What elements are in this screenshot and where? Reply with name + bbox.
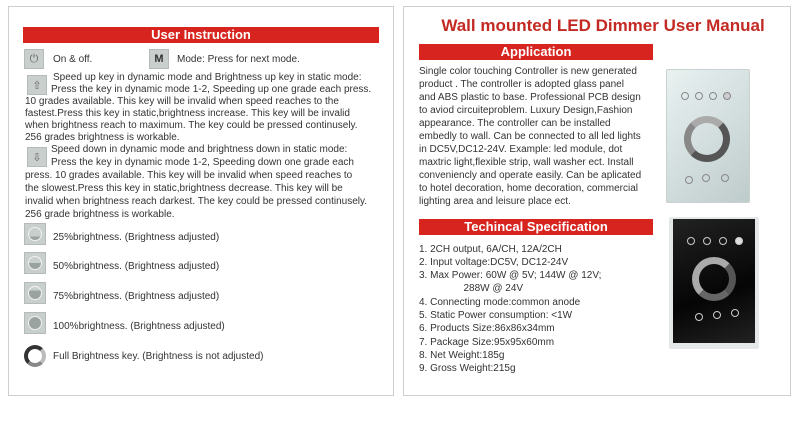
brightness-100-label: 100%brightness. (Brightness adjusted) (53, 321, 225, 332)
right-page (403, 6, 791, 396)
text-line: and ABS plastic to base. Professional PCB design (419, 92, 641, 103)
full-brightness-key-icon (24, 345, 46, 367)
user-instruction-header: User Instruction (23, 27, 379, 43)
text-line: Speed up key in dynamic mode and Brightness up key in static mode: (53, 72, 362, 83)
brightness-25-label: 25%brightness. (Brightness adjusted) (53, 232, 220, 243)
white-dimmer-panel-image (666, 69, 750, 203)
text-line: invalid when brightness reach darkest. The key could be pressed continusely. (25, 196, 368, 207)
brightness-50-label: 50%brightness. (Brightness adjusted) (53, 261, 220, 272)
text-line: 10 grades available. This key will be invalid when speed reaches to the (25, 96, 339, 107)
text-line: conveniencly and operate easily. Can be aplicated (419, 170, 642, 181)
text-line: when brightness reach to maximum. The key could be pressed continusely. (25, 120, 358, 131)
text-line: in DC5V,DC12-24V. Example: led module, dot (419, 144, 623, 155)
text-line: press. 10 grades available. This key will be invalid when speed reaches to (25, 170, 353, 181)
text-line: 256 grades brightness is workable. (25, 132, 180, 143)
on-off-label: On & off. (53, 54, 93, 65)
speed-down-key-icon: ⇩ (27, 147, 47, 167)
brightness-75-label: 75%brightness. (Brightness adjusted) (53, 291, 220, 302)
mode-key-icon: M (149, 49, 169, 69)
speed-up-key-icon: ⇧ (27, 75, 47, 95)
spec-item: 3. Max Power: 60W @ 5V; 144W @ 12V; (419, 270, 602, 281)
black-dimmer-panel-image (669, 217, 759, 349)
brightness-25-key-icon (24, 223, 46, 245)
text-line: lighting area and leisure place ect. (419, 196, 571, 207)
spec-item: 8. Net Weight:185g (419, 350, 505, 361)
text-line: Single color touching Controller is new generated (419, 66, 637, 77)
brightness-75-key-icon (24, 282, 46, 304)
left-page (8, 6, 394, 396)
text-line: fastest.Press this key in static,brightness increase. This key will be invalid (25, 108, 350, 119)
text-line: embedly to wall. Can be connected to all led lights (419, 131, 641, 142)
brightness-50-key-icon (24, 252, 46, 274)
manual-title: Wall mounted LED Dimmer User Manual (441, 16, 765, 35)
spec-item: 9. Gross Weight:215g (419, 363, 516, 374)
tech-spec-header: Techincal Specification (419, 219, 653, 235)
text-line: Press the key in dynamic mode 1-2, Speeding up one grade each press. (51, 84, 372, 95)
spec-item: 5. Static Power consumption: <1W (419, 310, 573, 321)
text-line: Press the key in dynamic mode 1-2, Speeding down one grade each (51, 157, 354, 168)
mode-label: Mode: Press for next mode. (177, 54, 300, 65)
brightness-100-key-icon (24, 312, 46, 334)
spec-item: 288W @ 24V (419, 283, 524, 294)
spec-item: 1. 2CH output, 6A/CH, 12A/2CH (419, 244, 562, 255)
spec-item: 7. Package Size:95x95x60mm (419, 337, 555, 348)
text-line: appearance. The controller can be installed (419, 118, 611, 129)
full-brightness-label: Full Brightness key. (Brightness is not adjusted) (53, 351, 264, 362)
text-line: 256 grade brightness is workable. (25, 209, 175, 220)
text-line: Speed down in dynamic mode and brightness down in static mode: (51, 144, 348, 155)
power-key-icon: ⏻ (24, 49, 44, 69)
spec-item: 2. Input voltage:DC5V, DC12-24V (419, 257, 569, 268)
text-line: the slowest.Press this key in static,brightness decrease. This key will be (25, 183, 343, 194)
text-line: maxtric light,flexible strip, wall washer ect. Install (419, 157, 634, 168)
spec-item: 6. Products Size:86x86x34mm (419, 323, 555, 334)
text-line: to hotel decoration, home decoration, commercial (419, 183, 639, 194)
text-line: to aviod circuiteproblem. Luxury Design,Fashion (419, 105, 633, 116)
text-line: product . The controller is adopted glass panel (419, 79, 624, 90)
spec-item: 4. Connecting mode:common anode (419, 297, 581, 308)
application-header: Application (419, 44, 653, 60)
